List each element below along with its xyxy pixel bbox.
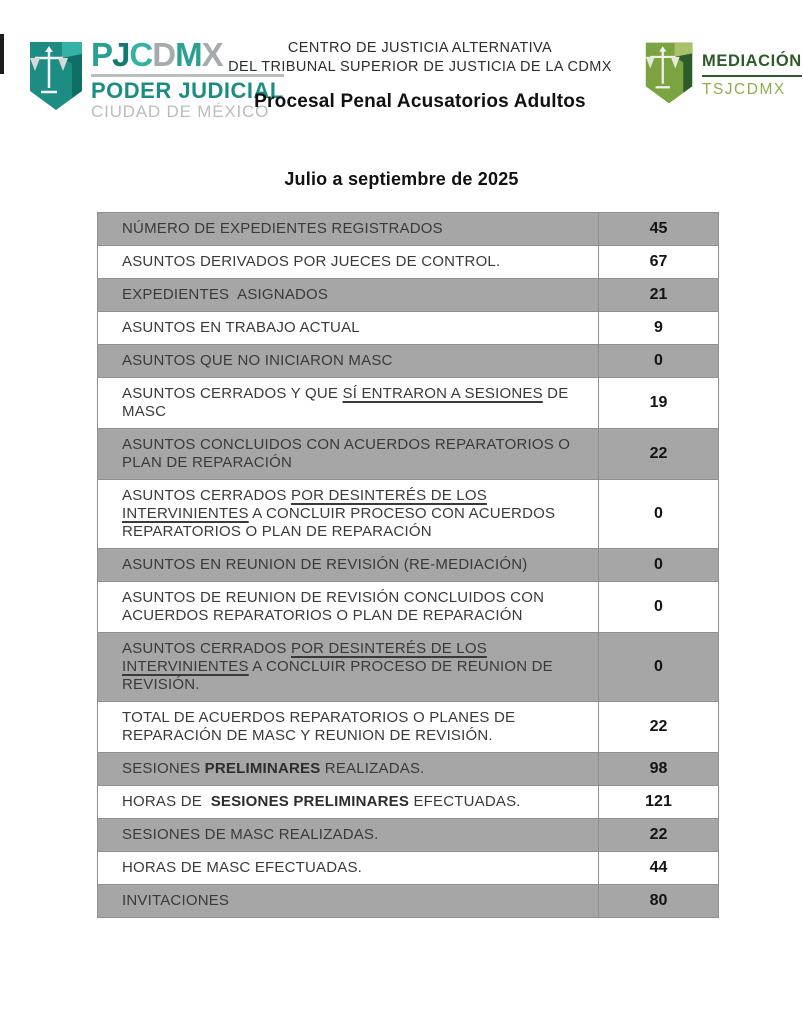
row-value: 22 — [599, 429, 719, 480]
table-row — [98, 246, 719, 279]
label-segment: PRELIMINARES — [204, 760, 321, 777]
program-title: Procesal Penal Acusatorios Adultos — [254, 91, 586, 112]
pjcdmx-letter: X — [201, 36, 223, 73]
pjcdmx-letter: M — [175, 36, 202, 73]
row-label — [98, 279, 599, 312]
row-value: 9 — [599, 312, 719, 345]
label-segment: ASUNTOS CERRADOS — [122, 487, 291, 504]
label-segment: ASUNTOS CERRADOS — [122, 640, 291, 657]
row-value: 45 — [599, 213, 719, 246]
label-segment: ASUNTOS CONCLUIDOS CON ACUERDOS REPARATORIOS O PLAN DE REPARACIÓN — [122, 436, 571, 471]
row-label — [98, 582, 599, 633]
row-value: 80 — [599, 885, 719, 918]
table-row — [98, 885, 719, 918]
row-value: 0 — [599, 480, 719, 549]
tsjcdmx-label: TSJCDMX — [702, 81, 786, 98]
label-segment: SESIONES DE MASC REALIZADAS. — [122, 826, 379, 843]
table-row — [98, 702, 719, 753]
label-segment: NÚMERO DE EXPEDIENTES REGISTRADOS — [122, 220, 443, 237]
scan-artifact-mark — [0, 34, 4, 74]
row-value: 0 — [599, 582, 719, 633]
table-row — [98, 345, 719, 378]
table-row — [98, 582, 719, 633]
row-value: 44 — [599, 852, 719, 885]
label-segment: HORAS DE — [122, 793, 211, 810]
table-row — [98, 819, 719, 852]
label-segment: POR DESINTERÉS DE LOS INTERVINIENTES — [122, 487, 487, 522]
row-label — [98, 312, 599, 345]
table-row — [98, 549, 719, 582]
table-row — [98, 312, 719, 345]
label-segment: ASUNTOS DE REUNION DE REVISIÓN CONCLUIDOS CON ACUERDOS REPARATORIOS O PLAN DE REPARACIÓN — [122, 589, 545, 624]
row-value: 98 — [599, 753, 719, 786]
label-segment: DE MASC — [122, 385, 569, 420]
label-segment: POR DESINTERÉS DE LOS INTERVINIENTES — [122, 640, 487, 675]
label-segment: ASUNTOS CERRADOS Y QUE — [122, 385, 343, 402]
pjcdmx-letter: J — [112, 36, 130, 73]
pjcdmx-letter: C — [129, 36, 153, 73]
stats-table-body — [98, 213, 719, 918]
label-segment: SÍ ENTRARON A SESIONES — [342, 385, 543, 402]
label-segment: ASUNTOS EN TRABAJO ACTUAL — [122, 319, 360, 336]
org-title-line1: CENTRO DE JUSTICIA ALTERNATIVA — [287, 40, 553, 56]
table-row — [98, 753, 719, 786]
row-label — [98, 786, 599, 819]
row-label — [98, 213, 599, 246]
label-segment: SESIONES PRELIMINARES — [210, 793, 410, 810]
label-segment: REALIZADAS. — [320, 760, 425, 777]
label-segment: SESIONES — [122, 760, 205, 777]
row-label — [98, 345, 599, 378]
label-segment: HORAS DE MASC EFECTUADAS. — [122, 859, 363, 876]
table-row — [98, 852, 719, 885]
pjcdmx-letter: P — [91, 36, 113, 73]
row-value: 0 — [599, 345, 719, 378]
label-segment: ASUNTOS QUE NO INICIARON MASC — [122, 352, 393, 369]
label-segment: INVITACIONES — [122, 892, 230, 909]
row-label — [98, 753, 599, 786]
row-label — [98, 429, 599, 480]
row-label — [98, 246, 599, 279]
justice-scales-shield-teal-icon — [28, 40, 84, 117]
org-title-line2: DEL TRIBUNAL SUPERIOR DE JUSTICIA DE LA CDMX — [228, 59, 612, 75]
table-row — [98, 786, 719, 819]
header-center — [195, 39, 645, 113]
row-label — [98, 702, 599, 753]
row-label — [98, 378, 599, 429]
row-value: 121 — [599, 786, 719, 819]
table-row — [98, 378, 719, 429]
table-row — [98, 633, 719, 702]
label-segment: EFECTUADAS. — [409, 793, 521, 810]
table-row — [98, 279, 719, 312]
period-title: Julio a septiembre de 2025 — [284, 169, 519, 189]
row-value: 0 — [599, 633, 719, 702]
row-label — [98, 819, 599, 852]
mediacion-logo-text — [702, 52, 802, 99]
mediacion-logo — [644, 40, 802, 111]
row-label — [98, 480, 599, 549]
row-value: 0 — [599, 549, 719, 582]
label-segment: A CONCLUIR PROCESO CON ACUERDOS REPARATORIOS O PLAN DE REPARACIÓN — [122, 505, 556, 540]
label-segment: A CONCLUIR PROCESO DE REUNION DE REVISIÓN. — [122, 658, 553, 693]
stats-table — [97, 212, 719, 918]
table-row — [98, 429, 719, 480]
row-label — [98, 549, 599, 582]
row-value: 67 — [599, 246, 719, 279]
table-row — [98, 213, 719, 246]
label-segment: ASUNTOS DERIVADOS POR JUECES DE CONTROL. — [122, 253, 501, 270]
ciudad-de-mexico-label: CIUDAD DE MÉXICO — [91, 102, 270, 121]
label-segment: TOTAL DE ACUERDOS REPARATORIOS O PLANES DE REPARACIÓN DE MASC Y REUNION DE REVISIÓN. — [122, 709, 516, 744]
label-segment: ASUNTOS EN REUNION DE REVISIÓN (RE-MEDIACIÓN) — [122, 556, 528, 573]
justice-scales-shield-green-icon — [644, 40, 694, 111]
row-value: 22 — [599, 819, 719, 852]
row-label — [98, 885, 599, 918]
pjcdmx-letter: D — [152, 36, 176, 73]
stats-table-container — [97, 212, 719, 918]
table-row — [98, 480, 719, 549]
label-segment: EXPEDIENTES ASIGNADOS — [122, 286, 329, 303]
row-value: 19 — [599, 378, 719, 429]
row-value: 22 — [599, 702, 719, 753]
poder-judicial-label: PODER JUDICIAL — [91, 78, 284, 103]
mediacion-label: MEDIACIÓN — [702, 52, 802, 77]
row-label — [98, 852, 599, 885]
row-value: 21 — [599, 279, 719, 312]
row-label — [98, 633, 599, 702]
